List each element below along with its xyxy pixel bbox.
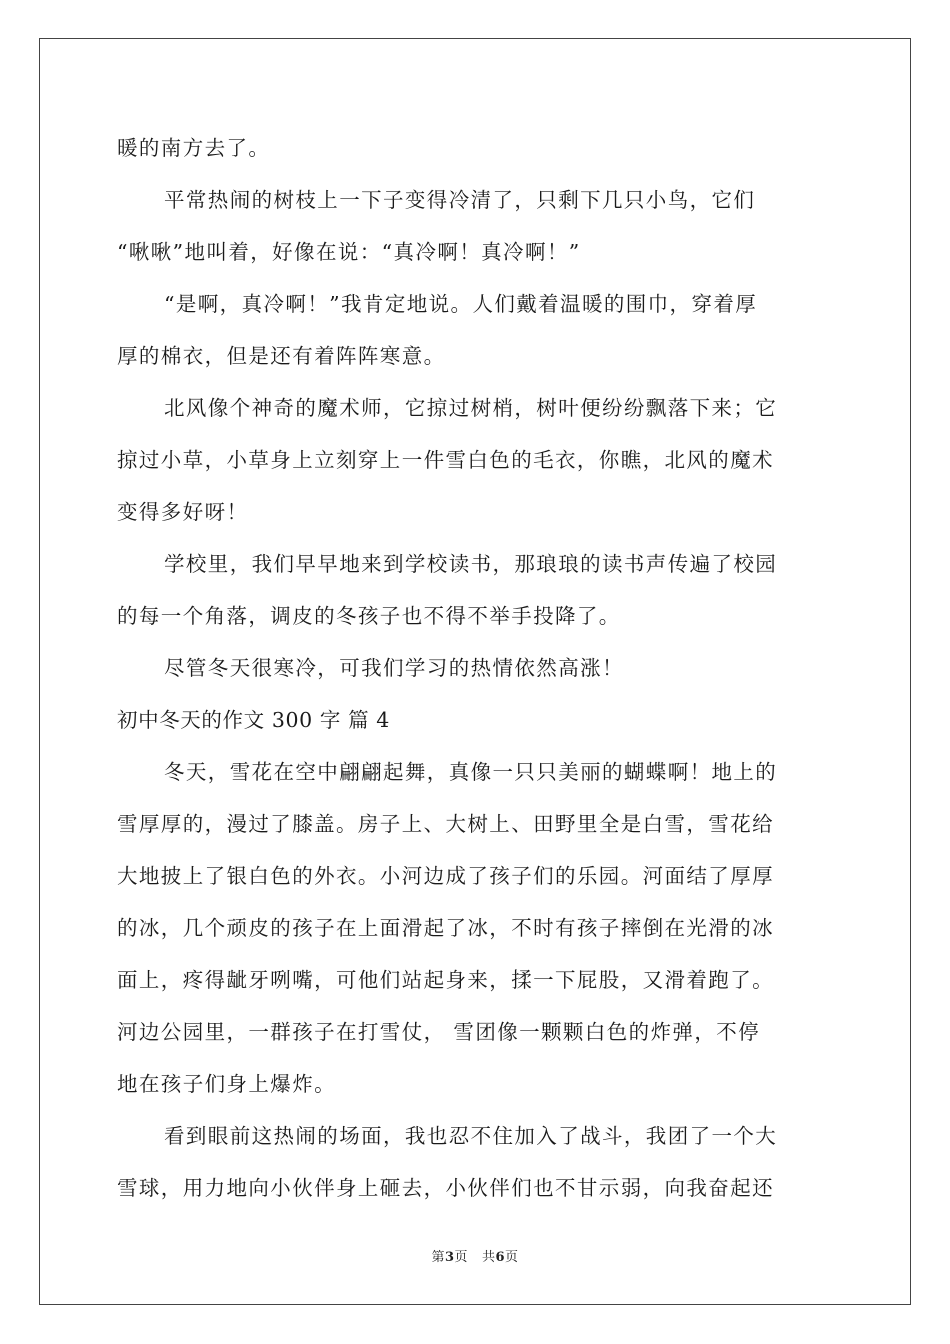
- total-page-number: 6: [495, 1250, 506, 1265]
- text-line: 冬天，雪花在空中翩翩起舞，真像一只只美丽的蝴蝶啊！地上的: [164, 760, 778, 784]
- total-prefix: 共: [481, 1250, 496, 1265]
- text-line: 大地披上了银白色的外衣。小河边成了孩子们的乐园。河面结了厚厚: [117, 864, 774, 888]
- page-suffix: 页: [454, 1250, 469, 1265]
- text-line: 地在孩子们身上爆炸。: [117, 1072, 336, 1096]
- current-page-number: 3: [444, 1250, 455, 1265]
- text-line: 暖的南方去了。: [117, 136, 271, 160]
- text-line: 变得多好呀！: [117, 500, 249, 524]
- text-line: 平常热闹的树枝上一下子变得冷清了，只剩下几只小鸟，它们: [164, 188, 756, 212]
- text-line: 北风像个神奇的魔术师，它掠过树梢，树叶便纷纷飘落下来；它: [164, 396, 778, 420]
- document-body: [117, 122, 837, 1214]
- section-heading: 初中冬天的作文 300 字 篇 4: [117, 708, 390, 732]
- total-suffix: 页: [505, 1250, 519, 1265]
- text-line: 的每一个角落，调皮的冬孩子也不得不举手投降了。: [117, 604, 621, 628]
- text-line: 河边公园里，一群孩子在打雪仗， 雪团像一颗颗白色的炸弹，不停: [117, 1020, 761, 1044]
- text-line: 雪厚厚的，漫过了膝盖。房子上、大树上、田野里全是白雪，雪花给: [117, 812, 774, 836]
- page-prefix: 第: [431, 1250, 445, 1265]
- text-line: 学校里，我们早早地来到学校读书，那琅琅的读书声传遍了校园: [164, 552, 778, 576]
- text-line: 掠过小草，小草身上立刻穿上一件雪白色的毛衣，你瞧，北风的魔术: [117, 448, 774, 472]
- page-footer: [0, 1246, 950, 1265]
- text-line: 雪球，用力地向小伙伴身上砸去，小伙伴们也不甘示弱，向我奋起还: [117, 1176, 774, 1200]
- text-line: “是啊，真冷啊！”我肯定地说。人们戴着温暖的围巾，穿着厚: [164, 292, 758, 316]
- text-line: “啾啾”地叫着，好像在说：“真冷啊！真冷啊！”: [117, 240, 581, 264]
- text-line: 厚的棉衣，但是还有着阵阵寒意。: [117, 344, 446, 368]
- text-line: 看到眼前这热闹的场面，我也忍不住加入了战斗，我团了一个大: [164, 1124, 778, 1148]
- text-line: 的冰，几个顽皮的孩子在上面滑起了冰，不时有孩子摔倒在光滑的冰: [117, 916, 774, 940]
- text-line: 尽管冬天很寒冷，可我们学习的热情依然高涨！: [164, 656, 624, 680]
- text-line: 面上，疼得龇牙咧嘴，可他们站起身来，揉一下屁股，又滑着跑了。: [117, 968, 774, 992]
